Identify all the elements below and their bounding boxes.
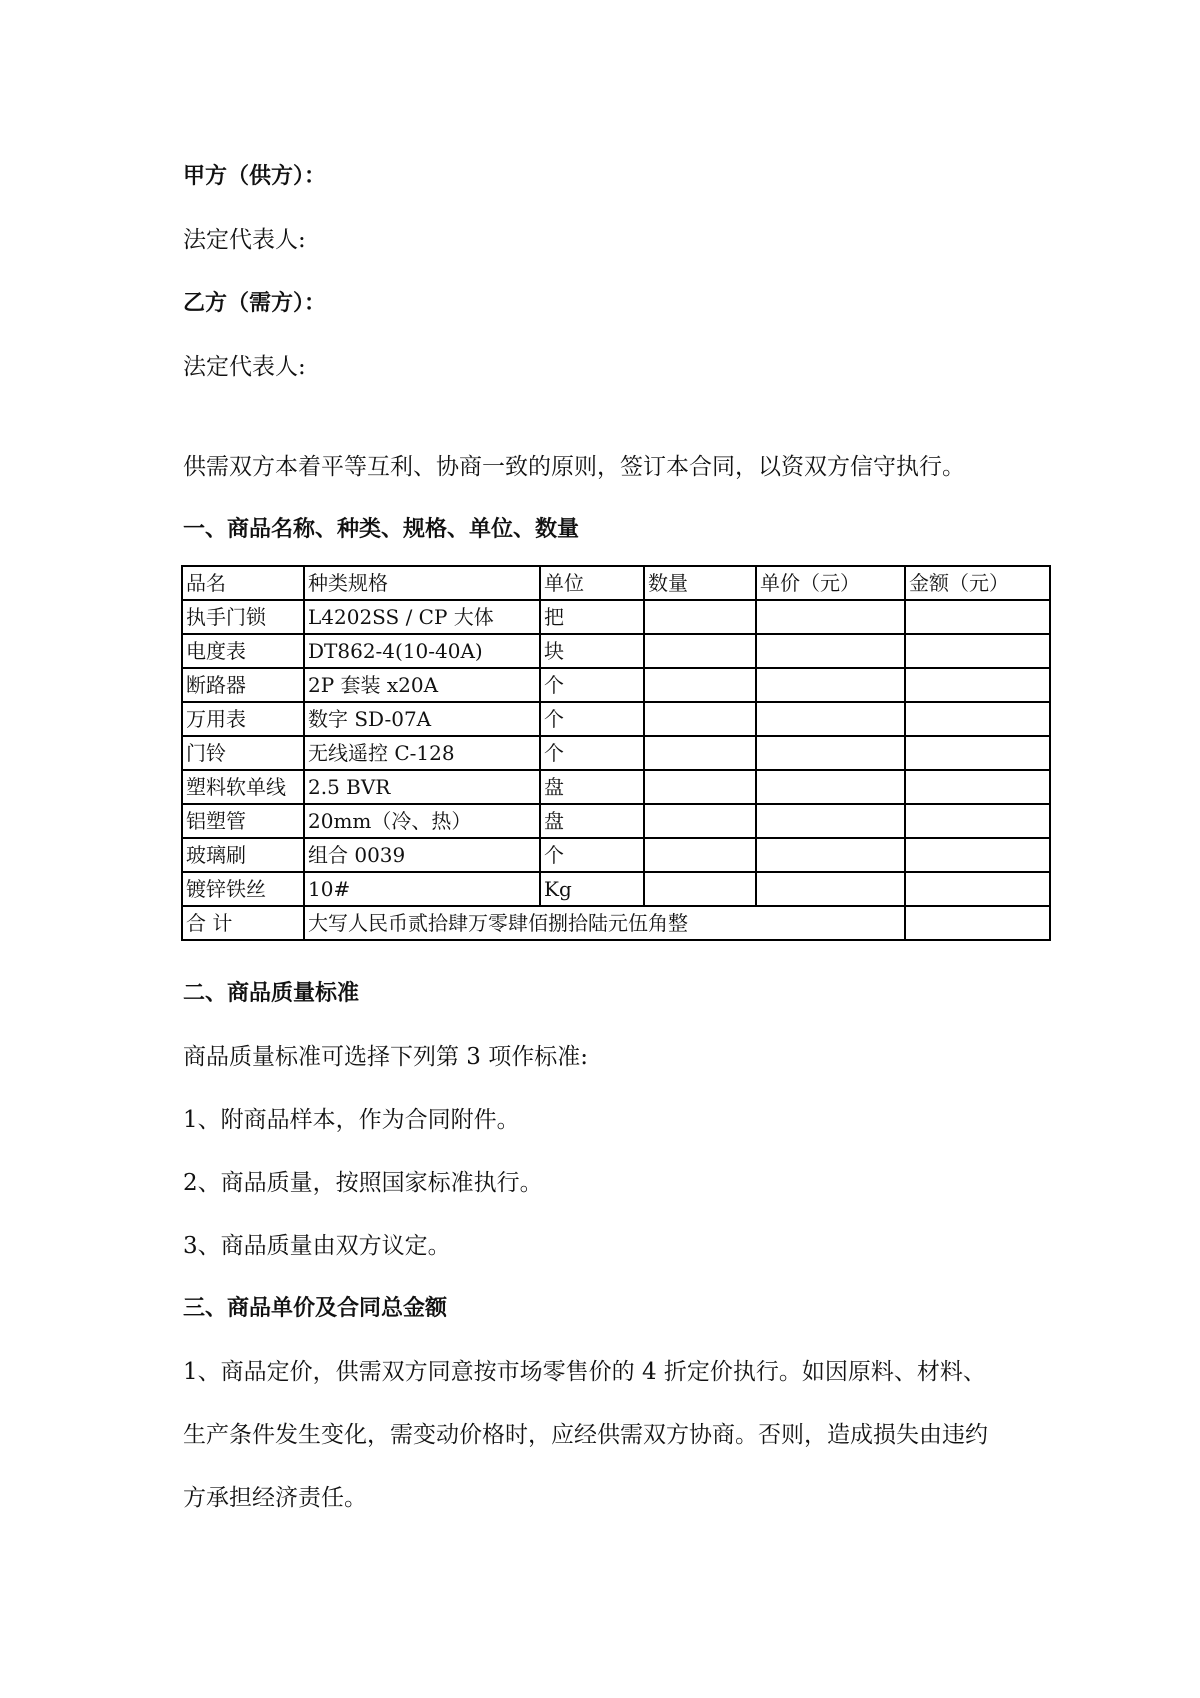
item-name-cell: 执手门锁 (182, 600, 304, 634)
item-unit-cell: 盘 (540, 804, 644, 838)
item-amount-cell (905, 702, 1050, 736)
item-name-cell: 门铃 (182, 736, 304, 770)
item-amount-cell (905, 838, 1050, 872)
header-cell: 金额（元） (905, 566, 1050, 600)
table-row (182, 668, 1050, 702)
item-quantity-cell (644, 668, 756, 702)
table-row (182, 770, 1050, 804)
section3-paragraph-line: 1、商品定价，供需双方同意按市场零售价的 4 折定价执行。如因原料、材料、 (183, 1359, 986, 1385)
item-name-cell: 镀锌铁丝 (182, 872, 304, 906)
item-unit-cell: 个 (540, 838, 644, 872)
header-cell: 种类规格 (304, 566, 540, 600)
item-name-cell: 铝塑管 (182, 804, 304, 838)
item-name-cell: 断路器 (182, 668, 304, 702)
party-b-representative: 法定代表人: (183, 354, 306, 380)
item-spec-cell: L4202SS / CP 大体 (304, 600, 540, 634)
item-unit-cell: 个 (540, 668, 644, 702)
item-spec-cell: 组合 0039 (304, 838, 540, 872)
section3-paragraph-line: 生产条件发生变化，需变动价格时，应经供需双方协商。否则，造成损失由违约 (183, 1422, 988, 1448)
item-name-cell: 玻璃刷 (182, 838, 304, 872)
item-name-cell: 电度表 (182, 634, 304, 668)
table-row (182, 736, 1050, 770)
item-amount-cell (905, 634, 1050, 668)
list-item: 1、附商品样本，作为合同附件。 (183, 1107, 520, 1133)
item-amount-cell (905, 770, 1050, 804)
item-amount-cell (905, 804, 1050, 838)
item-unit-cell: 盘 (540, 770, 644, 804)
party-a-label: 甲方（供方）： (183, 164, 327, 189)
party-a-representative: 法定代表人: (183, 227, 306, 253)
total-label-cell: 合 计 (182, 906, 304, 940)
item-amount-cell (905, 668, 1050, 702)
item-name-cell: 塑料软单线 (182, 770, 304, 804)
item-unit-price-cell (756, 770, 905, 804)
item-unit-price-cell (756, 600, 905, 634)
item-unit-price-cell (756, 736, 905, 770)
item-unit-price-cell (756, 804, 905, 838)
section1-title: 一、商品名称、种类、规格、单位、数量 (183, 517, 580, 542)
table-row (182, 804, 1050, 838)
item-quantity-cell (644, 770, 756, 804)
item-quantity-cell (644, 804, 756, 838)
item-spec-cell: 2P 套装 x20A (304, 668, 540, 702)
item-amount-cell (905, 872, 1050, 906)
item-name-cell: 万用表 (182, 702, 304, 736)
table-row (182, 600, 1050, 634)
item-quantity-cell (644, 736, 756, 770)
item-spec-cell: 10# (304, 872, 540, 906)
party-b-label: 乙方（需方）： (183, 291, 327, 316)
item-spec-cell: 2.5 BVR (304, 770, 540, 804)
goods-table (181, 565, 1051, 941)
header-cell: 品名 (182, 566, 304, 600)
table-row (182, 872, 1050, 906)
item-unit-cell: Kg (540, 872, 644, 906)
item-unit-price-cell (756, 872, 905, 906)
item-quantity-cell (644, 702, 756, 736)
table-row (182, 634, 1050, 668)
list-item: 2、商品质量，按照国家标准执行。 (183, 1170, 543, 1196)
section2-title: 二、商品质量标准 (183, 981, 360, 1006)
header-cell: 单价（元） (756, 566, 905, 600)
item-spec-cell: 无线遥控 C-128 (304, 736, 540, 770)
item-unit-cell: 把 (540, 600, 644, 634)
intro-paragraph: 供需双方本着平等互利、协商一致的原则，签订本合同，以资双方信守执行。 (183, 454, 965, 480)
table-header-row (182, 566, 1050, 600)
item-quantity-cell (644, 634, 756, 668)
item-quantity-cell (644, 872, 756, 906)
item-unit-cell: 块 (540, 634, 644, 668)
section2-lead: 商品质量标准可选择下列第 3 项作标准: (183, 1044, 589, 1070)
section3-title: 三、商品单价及合同总金额 (183, 1296, 448, 1321)
total-amount-cell (905, 906, 1050, 940)
item-unit-price-cell (756, 838, 905, 872)
item-amount-cell (905, 600, 1050, 634)
header-cell: 单位 (540, 566, 644, 600)
item-quantity-cell (644, 838, 756, 872)
table-total-row (182, 906, 1050, 940)
item-spec-cell: 数字 SD-07A (304, 702, 540, 736)
section3-paragraph-line: 方承担经济责任。 (183, 1485, 367, 1511)
item-quantity-cell (644, 600, 756, 634)
table-row (182, 838, 1050, 872)
item-spec-cell: 20mm（冷、热） (304, 804, 540, 838)
item-amount-cell (905, 736, 1050, 770)
header-cell: 数量 (644, 566, 756, 600)
item-unit-price-cell (756, 668, 905, 702)
item-spec-cell: DT862-4(10-40A) (304, 634, 540, 668)
item-unit-price-cell (756, 634, 905, 668)
list-item: 3、商品质量由双方议定。 (183, 1233, 451, 1259)
total-in-words-cell: 大写人民币贰拾肆万零肆佰捌拾陆元伍角整 (304, 906, 905, 940)
item-unit-price-cell (756, 702, 905, 736)
item-unit-cell: 个 (540, 702, 644, 736)
table-row (182, 702, 1050, 736)
item-unit-cell: 个 (540, 736, 644, 770)
